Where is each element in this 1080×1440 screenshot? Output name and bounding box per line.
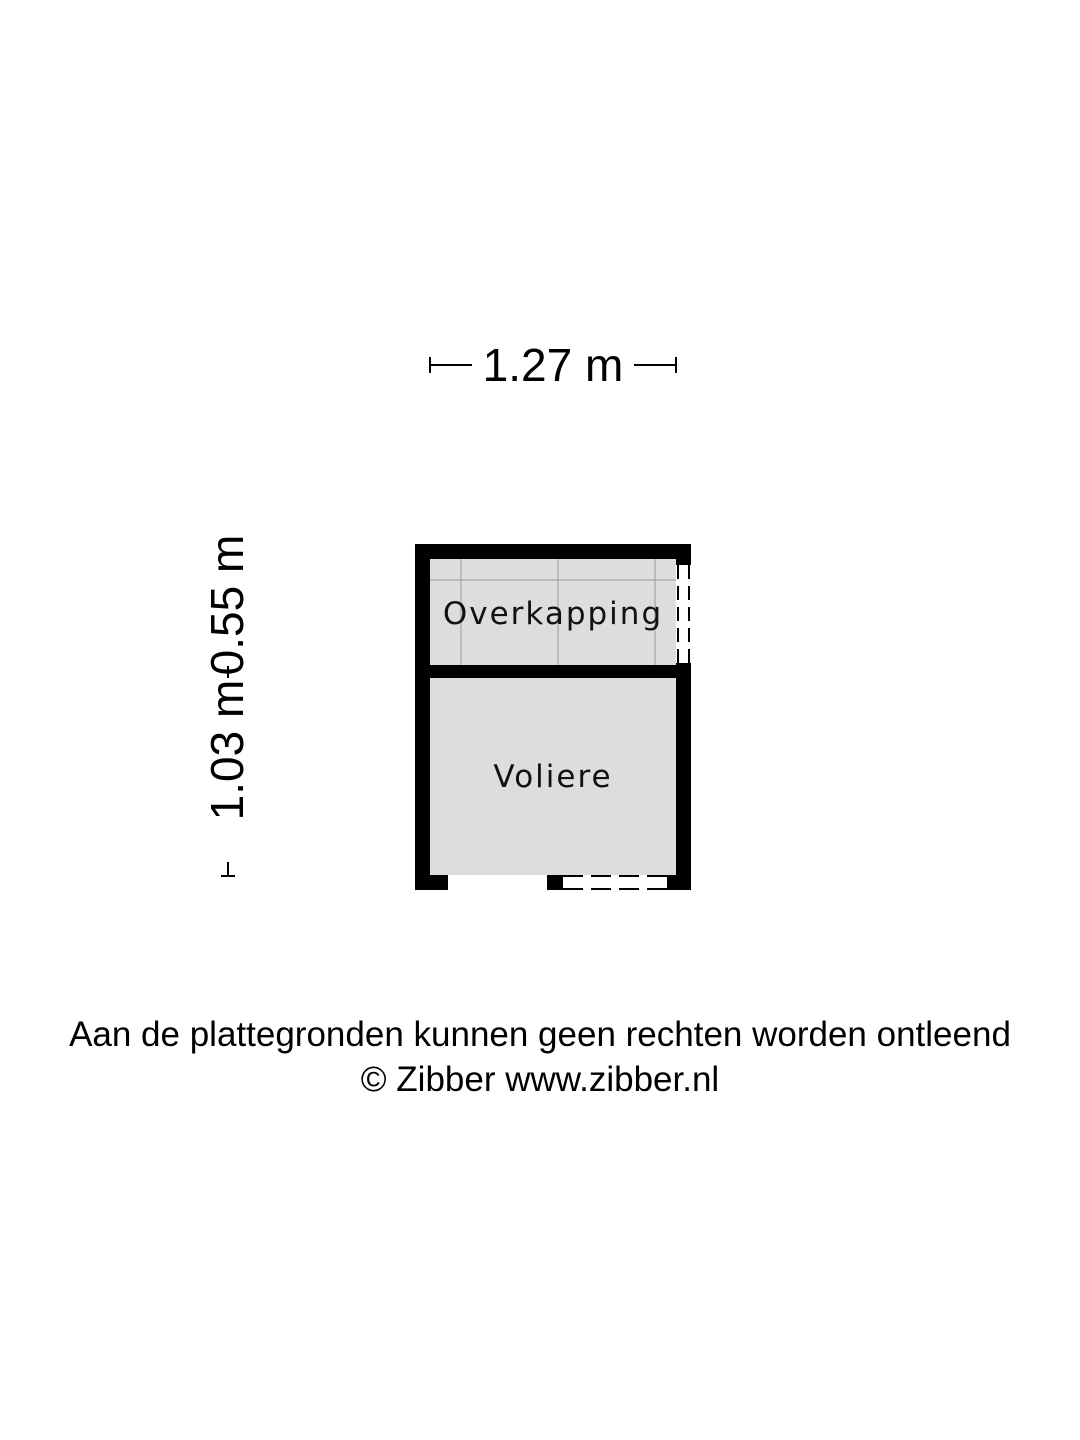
- room-label-voliere: Voliere: [493, 759, 613, 795]
- copyright-text: © Zibber www.zibber.nl: [360, 1060, 720, 1099]
- width-dimension: [430, 339, 676, 391]
- wall-middle: [415, 665, 691, 678]
- wall-bottom-mid: [547, 875, 563, 890]
- bottom-door-opening: [563, 876, 667, 889]
- wall-right-bottom: [676, 663, 691, 890]
- wall-top: [415, 544, 691, 559]
- disclaimer-text: Aan de plattegronden kunnen geen rechten worden ontleend: [69, 1015, 1011, 1054]
- wall-right-top: [676, 544, 691, 565]
- wall-left: [415, 544, 430, 890]
- height-dimension-left-label: 1.03 m: [201, 679, 253, 821]
- wall-bottom-left: [415, 875, 448, 890]
- wall-bottom-right: [667, 875, 691, 890]
- room-label-overkapping: Overkapping: [442, 596, 664, 632]
- height-dimension-right-label: 0.55 m: [201, 534, 253, 676]
- right-opening: [677, 565, 690, 663]
- height-dimension: [201, 535, 253, 876]
- width-dimension-label: 1.27 m: [482, 339, 624, 391]
